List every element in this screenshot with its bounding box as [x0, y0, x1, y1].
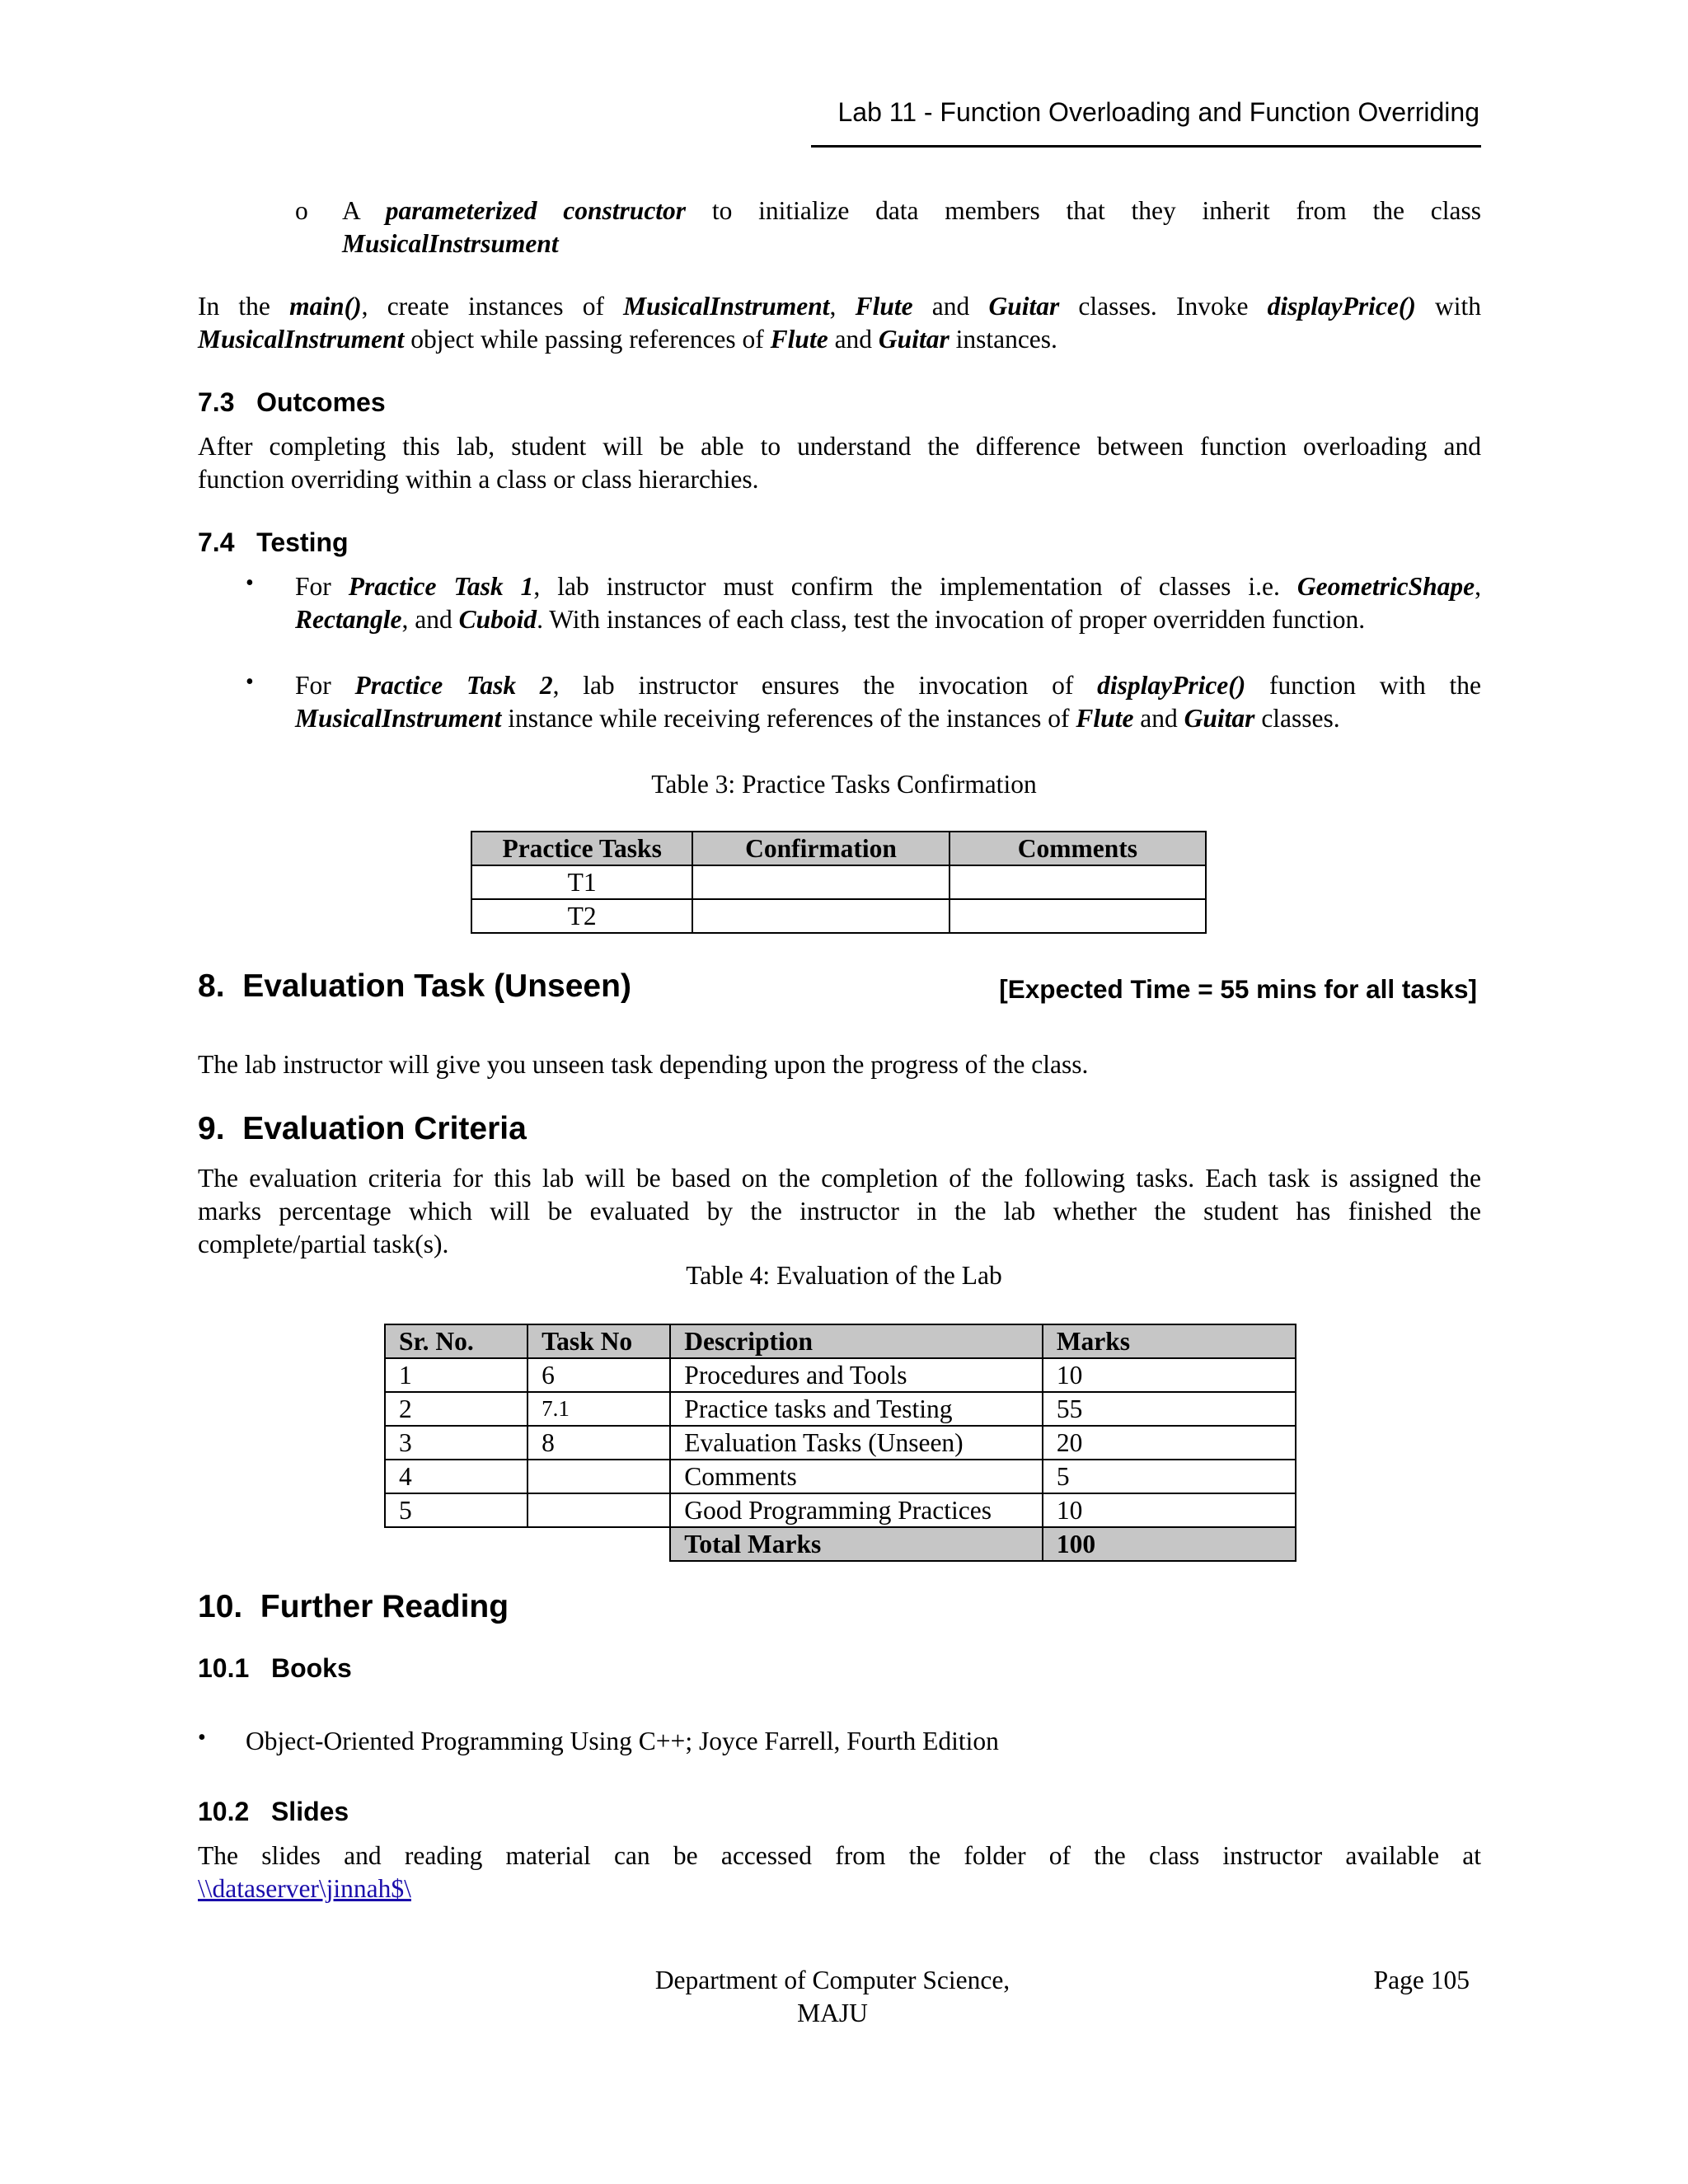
table-cell: T2: [471, 899, 692, 933]
table-cell: 4: [385, 1460, 528, 1493]
sub-bullet-line1: [342, 194, 1481, 227]
outcomes-line2: function overriding within a class or class hierarchies.: [198, 465, 759, 494]
main-para-line1: In the main(), create instances of MusicalInstrument, Flute and Guitar classes. Invoke displayPrice() with: [198, 292, 1482, 321]
table-cell: Evaluation Tasks (Unseen): [670, 1426, 1043, 1460]
table-row: [385, 1358, 1296, 1392]
table-header-row: [471, 832, 1206, 865]
section8-expected-time: [Expected Time = 55 mins for all tasks]: [999, 974, 1477, 1004]
slides-line1: The slides and reading material can be accessed from the folder of the class instructor available at: [198, 1841, 1481, 1870]
table-cell: Good Programming Practices: [670, 1493, 1043, 1527]
section9-line2: marks percentage which will be evaluated by the instructor in the lab whether the student has finished the: [198, 1197, 1481, 1226]
table-cell: 20: [1043, 1426, 1296, 1460]
table-cell: 7.1: [528, 1392, 670, 1426]
table-header-cell: Description: [670, 1324, 1043, 1358]
table-header-cell: Marks: [1043, 1324, 1296, 1358]
table-row: [471, 899, 1206, 933]
table-cell: 10: [1043, 1493, 1296, 1527]
outcomes-line1: After completing this lab, student will be able to understand the difference between function overloading and: [198, 432, 1481, 461]
slides-link[interactable]: \\dataserver\jinnah$\: [198, 1874, 411, 1903]
table-cell: 55: [1043, 1392, 1296, 1426]
section8-text: The lab instructor will give you unseen task depending upon the progress of the class.: [198, 1050, 1089, 1079]
testing-bullet2-line2: MusicalInstrument instance while receiving references of the instances of Flute and Guitar classes.: [295, 704, 1340, 733]
table4: [384, 1324, 1296, 1562]
table-row: [385, 1392, 1296, 1426]
header-title: Lab 11 - Function Overloading and Function Overriding: [837, 97, 1479, 127]
table-cell: 5: [1043, 1460, 1296, 1493]
table-cell: 3: [385, 1426, 528, 1460]
table-cell: [528, 1493, 670, 1527]
table3: [471, 831, 1207, 934]
testing-heading: 7.4 Testing: [198, 527, 349, 557]
page-number: Page 105: [1373, 1966, 1470, 1994]
table-row: [385, 1493, 1296, 1527]
table-cell: [528, 1460, 670, 1493]
sub-bullet-word: A: [342, 196, 360, 225]
bullet-icon: •: [246, 570, 254, 596]
table-cell: [692, 865, 949, 899]
table-header-cell: Sr. No.: [385, 1324, 528, 1358]
table-cell: Procedures and Tools: [670, 1358, 1043, 1392]
section9-line1: The evaluation criteria for this lab will be based on the completion of the following tasks. Each task is assigned the: [198, 1164, 1481, 1193]
table-row: [385, 1426, 1296, 1460]
table-cell: 6: [528, 1358, 670, 1392]
bullet-icon: •: [246, 669, 254, 695]
sub-bullet-rest: to initialize data members that they inherit from the class: [711, 196, 1481, 225]
section9-heading: 9. Evaluation Criteria: [198, 1111, 527, 1146]
section9-line3: complete/partial task(s).: [198, 1230, 449, 1258]
table-row: [471, 865, 1206, 899]
total-marks-label: Total Marks: [670, 1527, 1043, 1561]
main-para-line2: MusicalInstrument object while passing references of Flute and Guitar instances.: [198, 325, 1057, 354]
table-cell: 5: [385, 1493, 528, 1527]
bullet-icon: •: [198, 1725, 206, 1750]
table-cell: 8: [528, 1426, 670, 1460]
table-cell: 2: [385, 1392, 528, 1426]
table-cell: [950, 865, 1206, 899]
table3-caption: Table 3: Practice Tasks Confirmation: [651, 770, 1037, 799]
table-cell: [692, 899, 949, 933]
table-cell: [950, 899, 1206, 933]
table-cell: Comments: [670, 1460, 1043, 1493]
table-cell: Practice tasks and Testing: [670, 1392, 1043, 1426]
table-header-cell: Confirmation: [692, 832, 949, 865]
table-row: [385, 1460, 1296, 1493]
sub-bullet-term: constructor: [563, 196, 687, 225]
table-cell: 10: [1043, 1358, 1296, 1392]
table-cell-empty: [385, 1527, 528, 1561]
table-header-cell: Comments: [950, 832, 1206, 865]
outcomes-heading: 7.3 Outcomes: [198, 387, 386, 417]
table-header-row: [385, 1324, 1296, 1358]
sub-bullet-term: parameterized: [385, 196, 537, 225]
books-heading: 10.1 Books: [198, 1653, 352, 1683]
table-header-cell: Task No: [528, 1324, 670, 1358]
testing-bullet2-line1: For Practice Task 2, lab instructor ensures the invocation of displayPrice() function with the: [295, 671, 1481, 700]
testing-bullet1-line2: Rectangle, and Cuboid. With instances of each class, test the invocation of proper overridden function.: [295, 605, 1366, 634]
testing-bullet1-line1: For Practice Task 1, lab instructor must confirm the implementation of classes i.e. GeometricShape,: [295, 572, 1481, 601]
total-marks-value: 100: [1043, 1527, 1296, 1561]
header-rule: [811, 145, 1481, 148]
section8-heading: 8. Evaluation Task (Unseen): [198, 968, 631, 1004]
table-cell-empty: [528, 1527, 670, 1561]
table-cell: 1: [385, 1358, 528, 1392]
footer-dept-line1: Department of Computer Science,: [654, 1966, 1010, 1994]
table-total-row: [385, 1527, 1296, 1561]
slides-heading: 10.2 Slides: [198, 1797, 349, 1826]
table-header-cell: Practice Tasks: [471, 832, 692, 865]
table4-caption: Table 4: Evaluation of the Lab: [686, 1261, 1002, 1290]
book-item: Object-Oriented Programming Using C++; Joyce Farrell, Fourth Edition: [246, 1727, 999, 1755]
section10-heading: 10. Further Reading: [198, 1589, 509, 1624]
footer-dept-line2: MAJU: [797, 1999, 868, 2027]
sub-bullet-marker: o: [295, 196, 308, 225]
table-cell: T1: [471, 865, 692, 899]
sub-bullet-line2: MusicalInstrsument: [342, 229, 559, 258]
